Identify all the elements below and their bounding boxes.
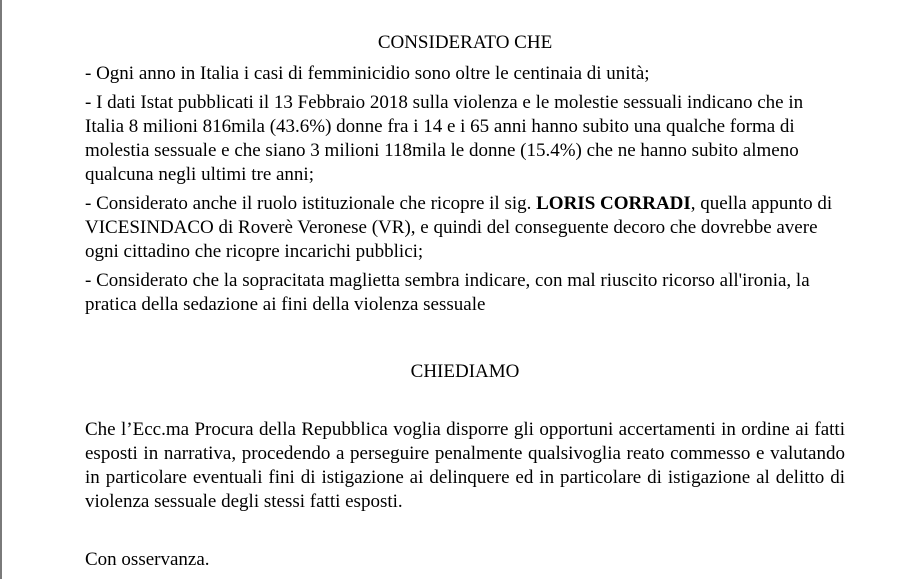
request-paragraph: Che l’Ecc.ma Procura della Repubblica voglia disporre gli opportuni accertamenti in ordine ai fatti esposti in narrativa, procedendo a perseguire penalmente qualsivoglia reato commesso e valutando in particolare eventuali fini di istigazione ai delinquere ed in particolare di istigazione al delitto di violenza sessuale degli stessi fatti esposti. [85,419,845,512]
list-item-femminicidio: - Ogni anno in Italia i casi di femminicidio sono oltre le centinaia di unità; [85,63,650,84]
list-item-maglietta: - Considerato che la sopracitata maglietta sembra indicare, con mal riuscito ricorso all'ironia, la pratica della sedazione ai fini della violenza sessuale [85,270,810,315]
heading-considerato-che: CONSIDERATO CHE [377,32,553,53]
item-text-after: , quella appunto di VICESINDACO di Roverè Veronese (VR), e quindi del conseguente decoro che dovrebbe avere ogni cittadino che ricopre incarichi pubblici; [85,193,833,262]
heading-chiediamo: CHIEDIAMO [410,361,520,382]
list-item-dati-istat: - I dati Istat pubblicati il 13 Febbraio 2018 sulla violenza e le molestie sessuali indicano che in Italia 8 milioni 816mila (43.6%) donne fra i 14 e i 65 anni hanno subito una qualche forma di molestia sessuale e che siano 3 milioni 118mila le donne (15.4%) che ne hanno subito almeno qualcuna negli ultimi tre anni; [85,92,804,185]
document-body [85,31,845,572]
closing-line: Con osservanza. [85,549,210,570]
list-item-ruolo-istituzionale [85,192,845,264]
page-left-border [0,0,2,579]
person-name: LORIS CORRADI [536,193,691,214]
item-text-before: - Considerato anche il ruolo istituzionale che ricopre il sig. [85,193,537,214]
